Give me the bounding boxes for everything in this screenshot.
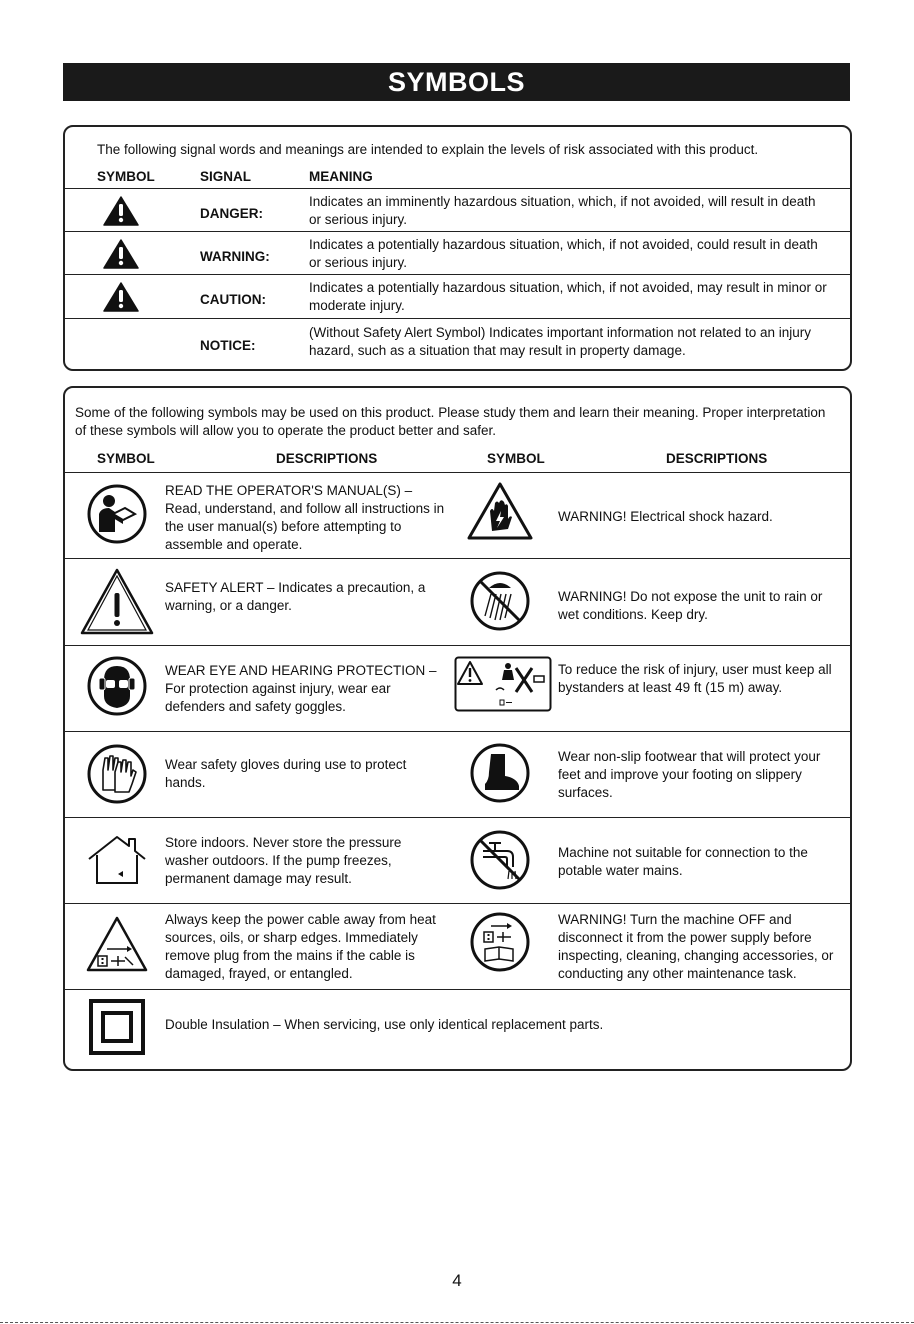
symbols-intro: Some of the following symbols may be used on this product. Please study them and learn their meaning. Proper interpretation of these symbols will allow you to operate the product better and safer.	[75, 405, 826, 438]
no-rain-icon	[469, 570, 531, 632]
divider	[65, 472, 850, 473]
symbol-description: Wear non-slip footwear that will protect your feet and improve your footing on slippery surfaces.	[558, 749, 821, 800]
safety-gloves-icon	[87, 744, 147, 804]
divider	[0, 1322, 914, 1323]
symbol-description: Always keep the power cable away from heat sources, oils, or sharp edges. Immediately remove plug from the mains if the cable is damaged, frayed, or entangled.	[165, 912, 436, 981]
power-cable-warning-icon	[85, 915, 149, 973]
page-number: 4	[452, 1271, 462, 1290]
read-manual-icon	[87, 484, 147, 544]
divider	[65, 231, 850, 232]
symbol-description: WARNING! Turn the machine OFF and disconnect it from the power supply before inspecting, cleaning, changing accessories, or conducting any other maintenance task.	[558, 912, 834, 981]
divider	[65, 645, 850, 646]
signal-meaning: Indicates a potentially hazardous situation, which, if not avoided, could result in death or serious injury.	[309, 237, 818, 270]
electrical-shock-icon	[466, 481, 534, 541]
signal-intro: The following signal words and meanings are intended to explain the levels of risk associated with this product.	[97, 142, 759, 157]
keep-bystanders-away-icon	[454, 656, 552, 712]
symbols-col-desc-left: DESCRIPTIONS	[276, 451, 378, 466]
signal-words-panel	[63, 125, 852, 371]
alert-triangle-icon	[103, 282, 139, 312]
non-slip-footwear-icon	[469, 742, 531, 804]
alert-triangle-icon	[103, 196, 139, 226]
safety-alert-icon	[79, 567, 155, 637]
symbol-description: WARNING! Electrical shock hazard.	[558, 509, 773, 524]
divider	[65, 989, 850, 990]
symbol-description: To reduce the risk of injury, user must keep all bystanders at least 49 ft (15 m) away.	[558, 662, 832, 695]
page-title: SYMBOLS	[63, 63, 850, 101]
symbol-description: READ THE OPERATOR'S MANUAL(S) – Read, understand, and follow all instructions in the user manual(s) before attempting to assemble and operate.	[165, 483, 445, 552]
divider	[65, 731, 850, 732]
no-potable-water-icon	[469, 829, 531, 891]
symbol-description: Double Insulation – When servicing, use only identical replacement parts.	[165, 1017, 604, 1032]
signal-meaning: (Without Safety Alert Symbol) Indicates important information not related to an injury hazard, such as a situation that may result in property damage.	[309, 325, 811, 358]
signal-col-signal: SIGNAL	[200, 169, 252, 184]
eye-ear-protection-icon	[87, 656, 147, 716]
signal-label: WARNING:	[200, 249, 270, 264]
symbols-panel	[63, 386, 852, 1071]
divider	[65, 274, 850, 275]
signal-meaning: Indicates a potentially hazardous situation, which, if not avoided, may result in minor or moderate injury.	[309, 280, 827, 313]
divider	[65, 318, 850, 319]
symbol-description: Wear safety gloves during use to protect hands.	[165, 757, 407, 790]
symbols-col-symbol-right: SYMBOL	[487, 451, 545, 466]
store-indoors-icon	[85, 833, 149, 887]
signal-col-meaning: MEANING	[309, 169, 373, 184]
symbol-description: SAFETY ALERT – Indicates a precaution, a warning, or a danger.	[165, 580, 426, 613]
symbols-col-symbol-left: SYMBOL	[97, 451, 155, 466]
double-insulation-icon	[89, 999, 145, 1055]
symbols-col-desc-right: DESCRIPTIONS	[666, 451, 768, 466]
alert-triangle-icon	[103, 239, 139, 269]
symbol-description: Machine not suitable for connection to the potable water mains.	[558, 845, 808, 878]
signal-label: NOTICE:	[200, 338, 256, 353]
divider	[65, 817, 850, 818]
unplug-before-maintenance-icon	[469, 911, 531, 973]
signal-meaning: Indicates an imminently hazardous situation, which, if not avoided, will result in death or serious injury.	[309, 194, 816, 227]
divider	[65, 558, 850, 559]
divider	[65, 188, 850, 189]
symbol-description: Store indoors. Never store the pressure washer outdoors. If the pump freezes, permanent damage may result.	[165, 835, 402, 886]
symbol-description: WEAR EYE AND HEARING PROTECTION – For protection against injury, wear ear defenders and safety goggles.	[165, 663, 437, 714]
symbol-description: WARNING! Do not expose the unit to rain or wet conditions. Keep dry.	[558, 589, 823, 622]
signal-label: DANGER:	[200, 206, 263, 221]
divider	[65, 903, 850, 904]
signal-col-symbol: SYMBOL	[97, 169, 155, 184]
signal-label: CAUTION:	[200, 292, 266, 307]
